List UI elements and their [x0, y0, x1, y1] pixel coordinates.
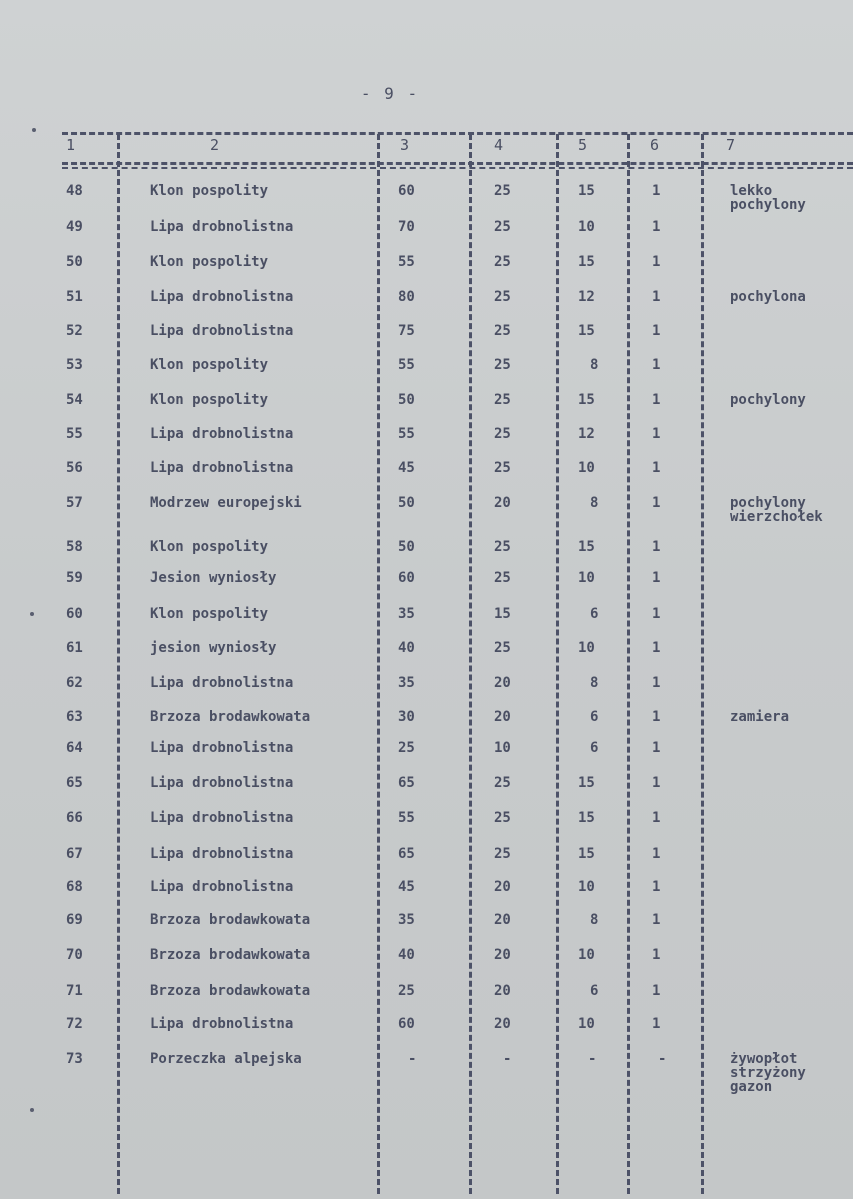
cell-col-4: 20 — [494, 1016, 511, 1032]
cell-col-3: 35 — [398, 606, 415, 622]
cell-col-3: 25 — [398, 740, 415, 756]
cell-remarks: pochylona — [730, 289, 806, 305]
cell-number: 48 — [66, 183, 83, 199]
cell-col-4: 25 — [494, 357, 511, 373]
cell-number: 62 — [66, 675, 83, 691]
cell-col-5: 12 — [578, 426, 595, 442]
cell-col-6: 1 — [652, 606, 661, 622]
table-row — [0, 676, 853, 706]
table-row — [0, 461, 853, 491]
cell-col-5: 8 — [590, 495, 599, 511]
cell-col-5: 15 — [578, 323, 595, 339]
cell-col-5: 10 — [578, 1016, 595, 1032]
table-row — [0, 540, 853, 570]
cell-number: 56 — [66, 460, 83, 476]
margin-mark — [30, 1108, 34, 1112]
cell-col-6: 1 — [652, 392, 661, 408]
cell-col-4: 25 — [494, 183, 511, 199]
cell-col-3: 35 — [398, 675, 415, 691]
cell-number: 50 — [66, 254, 83, 270]
cell-col-3: 40 — [398, 640, 415, 656]
cell-species: Lipa drobnolistna — [150, 323, 294, 339]
cell-number: 59 — [66, 570, 83, 586]
cell-col-3: 80 — [398, 289, 415, 305]
cell-species: Klon pospolity — [150, 606, 269, 622]
cell-species: Brzoza brodawkowata — [150, 983, 311, 999]
cell-species: Brzoza brodawkowata — [150, 709, 311, 725]
header-col-6: 6 — [650, 136, 660, 154]
cell-col-5: 15 — [578, 392, 595, 408]
cell-col-3: 50 — [398, 495, 415, 511]
cell-col-6: 1 — [652, 289, 661, 305]
cell-col-6: 1 — [652, 675, 661, 691]
cell-col-4: 25 — [494, 846, 511, 862]
cell-col-3: 75 — [398, 323, 415, 339]
cell-species: Klon pospolity — [150, 254, 269, 270]
cell-col-6: 1 — [652, 640, 661, 656]
cell-col-5: 10 — [578, 879, 595, 895]
cell-col-3: 45 — [398, 879, 415, 895]
header-col-4: 4 — [494, 136, 504, 154]
cell-species: Klon pospolity — [150, 539, 269, 555]
table-row — [0, 847, 853, 877]
cell-col-6: 1 — [652, 323, 661, 339]
cell-col-6: 1 — [652, 879, 661, 895]
cell-species: Porzeczka alpejska — [150, 1051, 302, 1067]
cell-col-4: 20 — [494, 879, 511, 895]
cell-number: 67 — [66, 846, 83, 862]
cell-col-6: 1 — [652, 775, 661, 791]
cell-number: 70 — [66, 947, 83, 963]
cell-col-5: 10 — [578, 219, 595, 235]
cell-col-5: 12 — [578, 289, 595, 305]
cell-number: 57 — [66, 495, 83, 511]
cell-col-4: 25 — [494, 570, 511, 586]
table-top-rule — [62, 132, 853, 135]
table-row — [0, 290, 853, 320]
cell-col-4: 25 — [494, 392, 511, 408]
cell-col-6: 1 — [652, 983, 661, 999]
cell-number: 64 — [66, 740, 83, 756]
table-row — [0, 220, 853, 250]
cell-number: 52 — [66, 323, 83, 339]
cell-col-3: 50 — [398, 392, 415, 408]
cell-species: Klon pospolity — [150, 183, 269, 199]
cell-col-6: 1 — [652, 219, 661, 235]
cell-species: jesion wyniosły — [150, 640, 277, 656]
table-row — [0, 776, 853, 806]
table-row — [0, 984, 853, 1014]
table-row — [0, 948, 853, 978]
cell-col-4: 25 — [494, 460, 511, 476]
table-row — [0, 358, 853, 388]
cell-col-4: 25 — [494, 810, 511, 826]
table-row — [0, 710, 853, 740]
cell-col-5: 10 — [578, 460, 595, 476]
cell-col-3: 40 — [398, 947, 415, 963]
cell-species: Lipa drobnolistna — [150, 219, 294, 235]
cell-col-4: 25 — [494, 254, 511, 270]
cell-col-4: - — [503, 1051, 512, 1067]
page-number: - 9 - — [360, 84, 420, 103]
cell-species: Lipa drobnolistna — [150, 1016, 294, 1032]
cell-col-4: 20 — [494, 709, 511, 725]
cell-number: 55 — [66, 426, 83, 442]
header-col-7: 7 — [726, 136, 736, 154]
cell-number: 54 — [66, 392, 83, 408]
cell-species: Lipa drobnolistna — [150, 740, 294, 756]
cell-species: Brzoza brodawkowata — [150, 912, 311, 928]
table-row — [0, 184, 853, 214]
table-row — [0, 1017, 853, 1047]
cell-species: Klon pospolity — [150, 392, 269, 408]
table-row — [0, 427, 853, 457]
cell-col-6: 1 — [652, 912, 661, 928]
table-row — [0, 324, 853, 354]
cell-species: Lipa drobnolistna — [150, 846, 294, 862]
cell-col-6: 1 — [652, 709, 661, 725]
cell-col-6: 1 — [652, 426, 661, 442]
cell-col-5: 8 — [590, 357, 599, 373]
cell-species: Lipa drobnolistna — [150, 810, 294, 826]
cell-col-3: 50 — [398, 539, 415, 555]
cell-remarks: pochylony — [730, 392, 806, 408]
cell-col-3: 65 — [398, 846, 415, 862]
cell-number: 49 — [66, 219, 83, 235]
cell-col-4: 25 — [494, 775, 511, 791]
cell-col-3: - — [408, 1051, 417, 1067]
cell-number: 71 — [66, 983, 83, 999]
cell-species: Lipa drobnolistna — [150, 775, 294, 791]
cell-col-4: 25 — [494, 426, 511, 442]
cell-col-3: 70 — [398, 219, 415, 235]
cell-col-3: 55 — [398, 810, 415, 826]
cell-col-5: 6 — [590, 709, 599, 725]
header-col-5: 5 — [578, 136, 588, 154]
cell-number: 69 — [66, 912, 83, 928]
header-bottom-rule-double — [62, 167, 853, 169]
cell-col-4: 25 — [494, 640, 511, 656]
table-row — [0, 1051, 853, 1095]
cell-col-6: 1 — [652, 740, 661, 756]
cell-species: Lipa drobnolistna — [150, 426, 294, 442]
table-row — [0, 393, 853, 423]
cell-col-6: 1 — [652, 357, 661, 373]
cell-species: Brzoza brodawkowata — [150, 947, 311, 963]
cell-col-6: 1 — [652, 495, 661, 511]
cell-col-4: 25 — [494, 219, 511, 235]
cell-col-5: 15 — [578, 539, 595, 555]
cell-col-3: 60 — [398, 183, 415, 199]
header-col-2: 2 — [210, 136, 220, 154]
cell-col-5: 15 — [578, 775, 595, 791]
cell-number: 51 — [66, 289, 83, 305]
cell-number: 65 — [66, 775, 83, 791]
cell-col-3: 55 — [398, 426, 415, 442]
cell-col-4: 25 — [494, 289, 511, 305]
cell-col-5: 8 — [590, 912, 599, 928]
cell-remarks: żywopłot strzyżony gazon — [730, 1051, 806, 1095]
cell-col-5: 10 — [578, 570, 595, 586]
header-bottom-rule — [62, 162, 853, 165]
header-col-3: 3 — [400, 136, 410, 154]
cell-col-6: 1 — [652, 254, 661, 270]
cell-col-6: 1 — [652, 846, 661, 862]
table-row — [0, 913, 853, 943]
cell-col-6: - — [658, 1051, 667, 1067]
cell-number: 58 — [66, 539, 83, 555]
cell-col-5: - — [588, 1051, 597, 1067]
table-row — [0, 255, 853, 285]
cell-col-4: 25 — [494, 323, 511, 339]
cell-number: 66 — [66, 810, 83, 826]
cell-col-4: 20 — [494, 983, 511, 999]
cell-species: Modrzew europejski — [150, 495, 302, 511]
header-col-1: 1 — [66, 136, 76, 154]
cell-col-6: 1 — [652, 183, 661, 199]
cell-col-4: 20 — [494, 675, 511, 691]
cell-col-6: 1 — [652, 947, 661, 963]
cell-species: Lipa drobnolistna — [150, 675, 294, 691]
cell-col-4: 10 — [494, 740, 511, 756]
table-row — [0, 496, 853, 526]
cell-number: 73 — [66, 1051, 83, 1067]
cell-number: 72 — [66, 1016, 83, 1032]
cell-remarks: lekko pochylony — [730, 183, 806, 213]
table-header-row — [0, 138, 853, 160]
cell-species: Lipa drobnolistna — [150, 289, 294, 305]
cell-col-3: 55 — [398, 357, 415, 373]
margin-mark — [32, 128, 36, 132]
table-row — [0, 741, 853, 771]
table-row — [0, 880, 853, 910]
cell-col-5: 15 — [578, 183, 595, 199]
cell-col-3: 60 — [398, 1016, 415, 1032]
cell-col-3: 60 — [398, 570, 415, 586]
cell-number: 61 — [66, 640, 83, 656]
cell-col-3: 25 — [398, 983, 415, 999]
cell-col-6: 1 — [652, 460, 661, 476]
cell-number: 60 — [66, 606, 83, 622]
cell-col-5: 10 — [578, 640, 595, 656]
cell-col-5: 6 — [590, 983, 599, 999]
cell-remarks: zamiera — [730, 709, 790, 725]
cell-species: Klon pospolity — [150, 357, 269, 373]
cell-col-5: 6 — [590, 606, 599, 622]
cell-col-5: 15 — [578, 254, 595, 270]
cell-number: 68 — [66, 879, 83, 895]
table-row — [0, 571, 853, 601]
cell-col-6: 1 — [652, 570, 661, 586]
cell-col-5: 6 — [590, 740, 599, 756]
cell-col-3: 30 — [398, 709, 415, 725]
table-row — [0, 641, 853, 671]
cell-col-6: 1 — [652, 539, 661, 555]
cell-number: 63 — [66, 709, 83, 725]
cell-col-5: 15 — [578, 846, 595, 862]
cell-species: Jesion wyniosły — [150, 570, 277, 586]
cell-col-4: 20 — [494, 912, 511, 928]
cell-remarks: pochylony wierzchołek — [730, 495, 823, 525]
cell-col-3: 35 — [398, 912, 415, 928]
cell-number: 53 — [66, 357, 83, 373]
cell-species: Lipa drobnolistna — [150, 460, 294, 476]
cell-col-5: 8 — [590, 675, 599, 691]
cell-col-3: 45 — [398, 460, 415, 476]
cell-col-5: 15 — [578, 810, 595, 826]
cell-col-4: 25 — [494, 539, 511, 555]
cell-col-6: 1 — [652, 1016, 661, 1032]
cell-col-3: 65 — [398, 775, 415, 791]
table-row — [0, 607, 853, 637]
cell-col-5: 10 — [578, 947, 595, 963]
cell-col-4: 20 — [494, 947, 511, 963]
cell-col-4: 20 — [494, 495, 511, 511]
cell-col-6: 1 — [652, 810, 661, 826]
cell-species: Lipa drobnolistna — [150, 879, 294, 895]
cell-col-4: 15 — [494, 606, 511, 622]
table-row — [0, 811, 853, 841]
cell-col-3: 55 — [398, 254, 415, 270]
